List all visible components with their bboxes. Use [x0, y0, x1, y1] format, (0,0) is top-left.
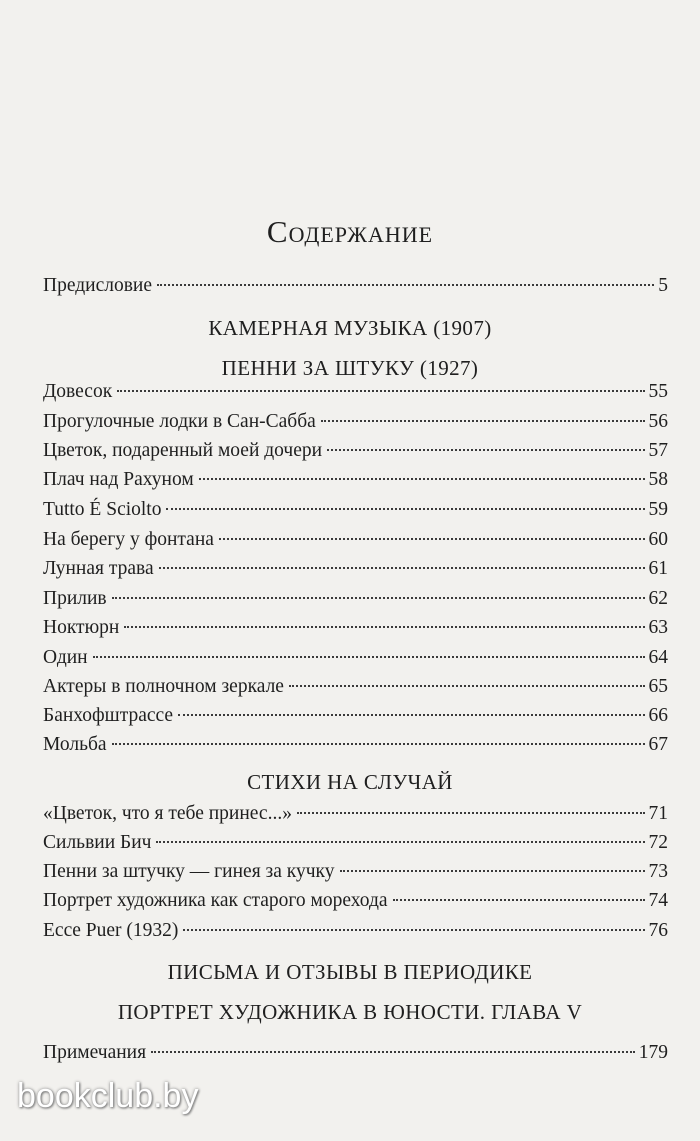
- toc-entry: [43, 437, 668, 465]
- toc-entry: [43, 829, 668, 857]
- toc-entry-page: 60: [648, 529, 668, 550]
- dot-leader: [327, 449, 644, 451]
- toc-entry-page: 71: [648, 803, 668, 824]
- toc-entry-label: Один: [43, 647, 88, 668]
- toc-entry: [43, 887, 668, 915]
- toc-entry-label: На берегу у фонтана: [43, 529, 214, 550]
- toc-entry: [43, 408, 668, 436]
- toc-entry-label: Актеры в полночном зеркале: [43, 676, 284, 697]
- toc-entry-label: Ecce Puer (1932): [43, 920, 179, 941]
- dot-leader: [159, 567, 645, 569]
- section-heading-portrait-chapter: ПОРТРЕТ ХУДОЖНИКА В ЮНОСТИ. ГЛАВА V: [117, 1000, 583, 1024]
- toc-entry-page: 72: [648, 832, 668, 853]
- dot-leader: [166, 508, 644, 510]
- dot-leader: [393, 899, 645, 901]
- page-title: Содержание: [266, 214, 434, 249]
- toc-entry-label: Пенни за штучку — гинея за кучку: [43, 861, 335, 882]
- toc-entry-page: 179: [638, 1042, 668, 1063]
- dot-leader: [297, 812, 645, 814]
- toc-entry-page: 66: [648, 705, 668, 726]
- toc-entry-page: 67: [648, 734, 668, 755]
- section-heading-chamber-music: КАМЕРНАЯ МУЗЫКА (1907): [208, 316, 492, 340]
- toc-entry-page: 56: [648, 411, 668, 432]
- toc-entry: [43, 673, 668, 701]
- toc-entry-label: Прогулочные лодки в Сан-Сабба: [43, 411, 316, 432]
- toc-entry-page: 76: [648, 920, 668, 941]
- toc-entry-page: 59: [648, 499, 668, 520]
- dot-leader: [340, 870, 645, 872]
- toc-entry-page: 73: [648, 861, 668, 882]
- dot-leader: [117, 390, 644, 392]
- toc-entry: [43, 614, 668, 642]
- toc-entry-notes: [43, 1039, 668, 1067]
- toc-entry: [43, 496, 668, 524]
- toc-entry-label: Плач над Рахуном: [43, 469, 194, 490]
- toc-entry-page: 74: [648, 890, 668, 911]
- toc-entry: [43, 466, 668, 494]
- toc-entry-page: 64: [648, 647, 668, 668]
- dot-leader: [151, 1051, 635, 1053]
- toc-entry-label: Предисловие: [43, 275, 153, 296]
- toc-entry: [43, 917, 668, 945]
- toc-entry: [43, 644, 668, 672]
- dot-leader: [156, 841, 644, 843]
- toc-entry-page: 55: [648, 381, 668, 402]
- toc-entry-label: Довесок: [43, 381, 113, 402]
- toc-entry-label: Прилив: [43, 588, 107, 609]
- watermark-logo: bookclub.by: [17, 1077, 199, 1115]
- toc-entry-label: Лунная трава: [43, 558, 154, 579]
- toc-entry-label: Банхофштрассе: [43, 705, 174, 726]
- section-heading-letters-reviews: ПИСЬМА И ОТЗЫВЫ В ПЕРИОДИКЕ: [167, 960, 533, 984]
- toc-entry: [43, 555, 668, 583]
- dot-leader: [219, 538, 645, 540]
- toc-entry-label: Tutto É Sciolto: [43, 499, 162, 520]
- toc-entry-page: 58: [648, 469, 668, 490]
- section-heading-pennies-each: ПЕННИ ЗА ШТУКУ (1927): [221, 356, 479, 380]
- toc-entry-page: 65: [648, 676, 668, 697]
- toc-entry-preface: [43, 272, 668, 300]
- toc-entry: [43, 731, 668, 759]
- dot-leader: [183, 929, 644, 931]
- toc-entry-label: Примечания: [43, 1042, 147, 1063]
- dot-leader: [157, 284, 654, 286]
- toc-entry-page: 57: [648, 440, 668, 461]
- toc-entry: [43, 858, 668, 886]
- toc-entry: [43, 702, 668, 730]
- toc-entry-page: 5: [658, 275, 668, 296]
- toc-entry-label: Ноктюрн: [43, 617, 120, 638]
- toc-entry: [43, 378, 668, 406]
- toc-entry-label: «Цветок, что я тебе принес...»: [43, 803, 292, 824]
- toc-entry-label: Цветок, подаренный моей дочери: [43, 440, 323, 461]
- dot-leader: [199, 478, 645, 480]
- toc-entry-label: Сильвии Бич: [43, 832, 152, 853]
- toc-entry: [43, 585, 668, 613]
- toc-entry-page: 62: [648, 588, 668, 609]
- dot-leader: [93, 656, 645, 658]
- dot-leader: [289, 685, 645, 687]
- toc-entry-label: Мольба: [43, 734, 107, 755]
- section-heading-occasional-poems: СТИХИ НА СЛУЧАЙ: [247, 770, 453, 794]
- toc-entry-page: 61: [648, 558, 668, 579]
- toc-entry: [43, 800, 668, 828]
- dot-leader: [124, 626, 644, 628]
- dot-leader: [178, 714, 644, 716]
- dot-leader: [321, 420, 645, 422]
- toc-entry-label: Портрет художника как старого морехода: [43, 890, 388, 911]
- toc-entry-page: 63: [648, 617, 668, 638]
- dot-leader: [112, 597, 645, 599]
- dot-leader: [112, 743, 645, 745]
- toc-entry: [43, 526, 668, 554]
